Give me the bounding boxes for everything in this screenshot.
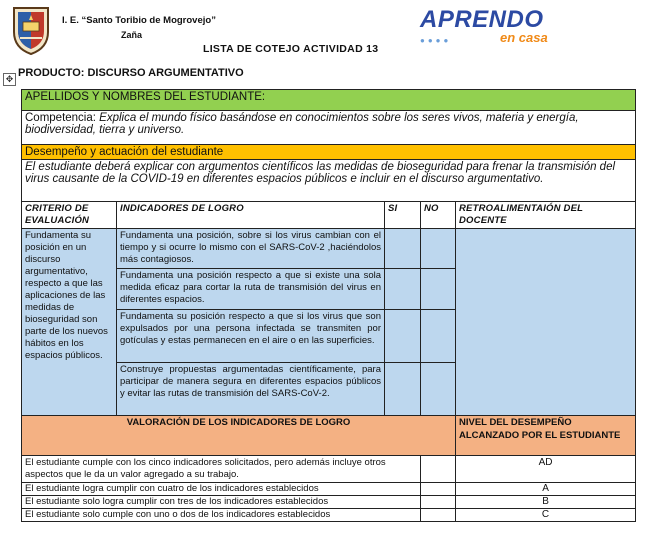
move-handle-icon[interactable]: ✥ (3, 73, 16, 86)
level-description: El estudiante solo cumple con uno o dos de los indicadores establecidos (22, 509, 421, 522)
student-name-row (22, 90, 636, 111)
desempeno-label: Desempeño y actuación del estudiante (22, 145, 636, 160)
col-indicadores-header: INDICADORES DE LOGRO (117, 202, 385, 229)
aprendo-en-casa-logo (412, 6, 592, 44)
level-empty-cell (421, 456, 456, 483)
logo-title: APRENDO (420, 6, 544, 33)
indicator-text: Fundamenta su posición respecto a que si los virus que son expulsados por una persona infectada se transmiten por gotículas y estas permanecen en el aire o en las superficies. (117, 310, 385, 363)
competencia-label: Competencia: (25, 112, 100, 124)
valoracion-header-row (22, 416, 636, 456)
si-checkbox[interactable] (385, 310, 421, 363)
logo-dots: ●●●● (420, 36, 452, 45)
competencia-row (22, 111, 636, 145)
column-header-row (22, 202, 636, 229)
level-grade: A (456, 483, 636, 496)
retroalimentacion-cell[interactable] (456, 229, 636, 416)
desempeno-text: El estudiante deberá explicar con argumentos científicos las medidas de bioseguridad para frenar la transmisión del virus causante de la COVID-19 en diferentes espacios públicos e incluir en el discurso argumentativo. (22, 160, 636, 202)
indicator-row (22, 229, 636, 269)
school-crest-icon (10, 4, 52, 56)
logo-subtitle: en casa (500, 30, 548, 45)
indicator-text: Fundamenta una posición, sobre si los virus cambian con el tiempo y si ocurre lo mismo con el SARS-CoV-2 ,haciéndolos más contagiosos. (117, 229, 385, 269)
level-description: El estudiante cumple con los cinco indicadores solicitados, pero además incluye otros aspectos que le da un valor agregado a su trabajo. (22, 456, 421, 483)
indicator-text: Fundamenta una posición respecto a que si existe una sola medida eficaz para cortar la ruta de transmisión del virus en diferentes espacios. (117, 269, 385, 310)
level-grade: C (456, 509, 636, 522)
checklist-table (21, 89, 636, 522)
col-si-header: SI (385, 202, 421, 229)
si-checkbox[interactable] (385, 269, 421, 310)
no-checkbox[interactable] (421, 269, 456, 310)
nivel-label: NIVEL DEL DESEMPEÑO ALCANZADO POR EL ESTUDIANTE (456, 416, 636, 456)
school-city: Zaña (121, 30, 143, 40)
document-title: LISTA DE COTEJO ACTIVIDAD 13 (203, 43, 379, 55)
level-empty-cell (421, 496, 456, 509)
desempeno-label-row (22, 145, 636, 160)
si-checkbox[interactable] (385, 229, 421, 269)
col-retro-header: RETROALIMENTAIÓN DEL DOCENTE (456, 202, 636, 229)
valoracion-label: VALORACIÓN DE LOS INDICADORES DE LOGRO (22, 416, 456, 456)
level-row (22, 496, 636, 509)
no-checkbox[interactable] (421, 363, 456, 416)
criterio-cell: Fundamenta su posición en un discurso argumentativo, respecto a que las aplicaciones de las medidas de bioseguridad son parte de los nuevos hábitos en los espacios públicos. (22, 229, 117, 416)
competencia-cell (22, 111, 636, 145)
si-checkbox[interactable] (385, 363, 421, 416)
level-row (22, 509, 636, 522)
level-row (22, 483, 636, 496)
desempeno-text-row (22, 160, 636, 202)
level-description: El estudiante solo logra cumplir con tres de los indicadores establecidos (22, 496, 421, 509)
level-grade: AD (456, 456, 636, 483)
level-grade: B (456, 496, 636, 509)
level-description: El estudiante logra cumplir con cuatro de los indicadores establecidos (22, 483, 421, 496)
student-name-label[interactable]: APELLIDOS Y NOMBRES DEL ESTUDIANTE: (22, 90, 636, 111)
competencia-text: Explica el mundo físico basándose en conocimientos sobre los seres vivos, materia y energía, biodiversidad, tierra y universo. (25, 112, 579, 136)
level-row (22, 456, 636, 483)
col-no-header: NO (421, 202, 456, 229)
col-criterio-header: CRITERIO DE EVALUACIÓN (22, 202, 117, 229)
product-heading: PRODUCTO: DISCURSO ARGUMENTATIVO (18, 67, 244, 79)
level-empty-cell (421, 483, 456, 496)
no-checkbox[interactable] (421, 310, 456, 363)
school-name: I. E. “Santo Toribio de Mogrovejo” (62, 15, 216, 26)
indicator-text: Construye propuestas argumentadas científicamente, para participar de manera segura en diferentes espacios públicos y evitar las rutas de transmisión del SARS-CoV-2. (117, 363, 385, 416)
no-checkbox[interactable] (421, 229, 456, 269)
level-empty-cell (421, 509, 456, 522)
